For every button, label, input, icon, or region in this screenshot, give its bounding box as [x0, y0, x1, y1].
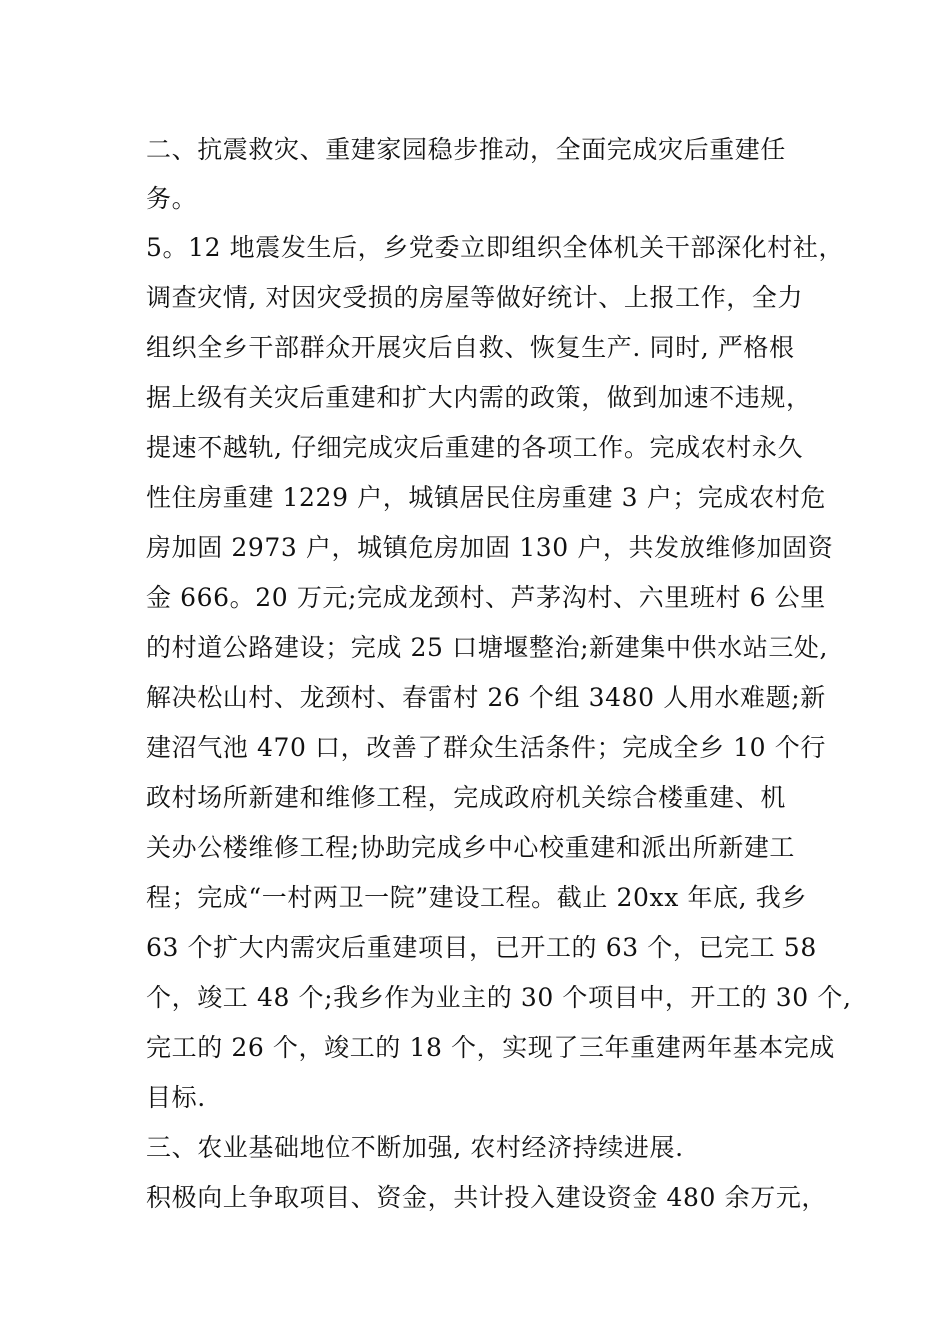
text-line: 务。 [146, 184, 198, 213]
text-line: 调查灾情, 对因灾受损的房屋等做好统计、上报工作，全力 [146, 283, 804, 312]
text-line: 政村场所新建和维修工程，完成政府机关综合楼重建、机 [146, 783, 787, 812]
text-line: 金 666。20 万元;完成龙颈村、芦茅沟村、六里班村 6 公里 [146, 583, 826, 612]
text-line: 建沼气池 470 口，改善了群众生活条件；完成全乡 10 个行 [146, 733, 826, 762]
section-heading-3: 三、农业基础地位不断加强, 农村经济持续进展. [146, 1133, 684, 1162]
text-line: 完工的 26 个，竣工的 18 个，实现了三年重建两年基本完成 [146, 1033, 836, 1062]
text-line: 提速不越轨, 仔细完成灾后重建的各项工作。完成农村永久 [146, 433, 804, 462]
text-line: 据上级有关灾后重建和扩大内需的政策，做到加速不违规， [146, 383, 812, 412]
text-line: 个，竣工 48 个;我乡作为业主的 30 个项目中，开工的 30 个, [146, 983, 852, 1012]
text-line: 的村道公路建设；完成 25 口塘堰整治;新建集中供水站三处, [146, 633, 829, 662]
text-line: 房加固 2973 户，城镇危房加固 130 户，共发放维修加固资 [146, 533, 834, 562]
text-line: 程；完成“一村两卫一院”建设工程。截止 20xx 年底, 我乡 [146, 883, 807, 912]
text-line: 组织全乡干部群众开展灾后自救、恢复生产. 同时, 严格根 [146, 333, 795, 362]
text-line: 解决松山村、龙颈村、春雷村 26 个组 3480 人用水难题;新 [146, 683, 826, 712]
text-line: 积极向上争取项目、资金，共计投入建设资金 480 余万元， [146, 1183, 828, 1212]
text-line: 性住房重建 1229 户，城镇居民住房重建 3 户；完成农村危 [146, 483, 826, 512]
text-line: 目标. [146, 1083, 206, 1112]
text-line: 关办公楼维修工程;协助完成乡中心校重建和派出所新建工 [146, 833, 796, 862]
section-heading-2: 二、抗震救灾、重建家园稳步推动，全面完成灾后重建任 [146, 135, 787, 164]
text-line: 63 个扩大内需灾后重建项目，已开工的 63 个，已完工 58 [146, 933, 817, 962]
text-line: 5。12 地震发生后，乡党委立即组织全体机关干部深化村社， [146, 233, 845, 262]
